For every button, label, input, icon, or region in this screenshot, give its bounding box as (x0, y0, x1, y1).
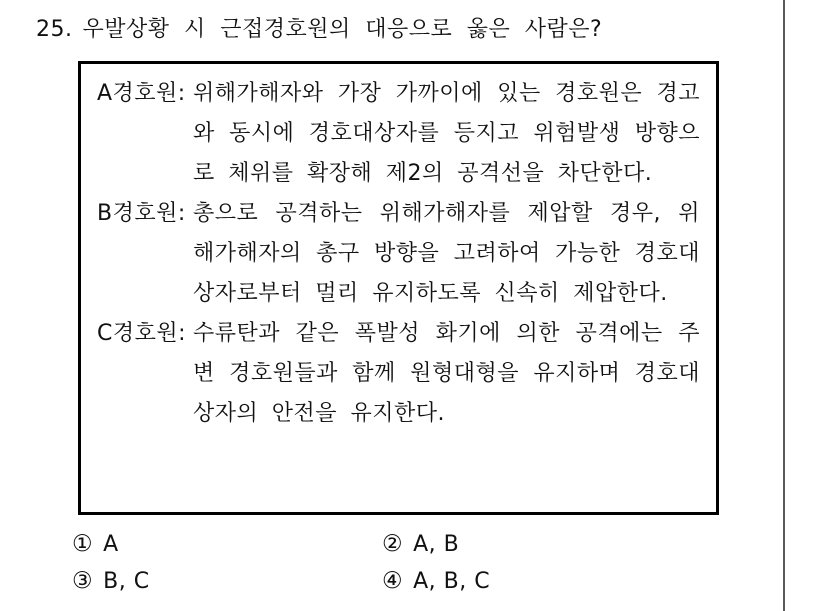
choice-2-marker: ② (382, 531, 404, 557)
choice-1[interactable] (72, 531, 382, 557)
choice-3[interactable] (72, 568, 382, 594)
statement-a-speaker: A경호원: (97, 81, 186, 106)
statement-c (97, 314, 700, 434)
question-number: 25. (36, 17, 73, 42)
choice-3-label: B, C (103, 568, 150, 594)
page-column-divider (783, 0, 785, 611)
statement-b (97, 194, 700, 314)
statement-b-text: 총으로 공격하는 위해가해자를 제압할 경우, 위해가해자의 총구 방향을 고려하여 가능한 경호대상자로부터 멀리 유지하도록 신속히 제압한다. (193, 201, 700, 306)
choice-2[interactable] (382, 531, 722, 557)
question-text: 우발상황 시 근접경호원의 대응으로 옳은 사람은? (82, 17, 603, 42)
answer-choices (72, 531, 722, 594)
statement-b-speaker: B경호원: (97, 201, 186, 226)
choice-3-marker: ③ (72, 568, 94, 594)
statement-c-text: 수류탄과 같은 폭발성 화기에 의한 공격에는 주변 경호원들과 함께 원형대형을 유지하며 경호대상자의 안전을 유지한다. (193, 321, 700, 426)
choice-1-marker: ① (72, 531, 94, 557)
statement-box (78, 61, 719, 515)
question-title (36, 12, 766, 43)
choice-4[interactable] (382, 568, 722, 594)
statement-c-speaker: C경호원: (97, 321, 187, 346)
statement-a-text: 위해가해자와 가장 가까이에 있는 경호원은 경고와 동시에 경호대상자를 등지고 위험발생 방향으로 체위를 확장해 제2의 공격선을 차단한다. (193, 81, 700, 186)
choice-1-label: A (103, 531, 119, 557)
choice-4-label: A, B, C (413, 568, 491, 594)
choice-2-label: A, B (413, 531, 460, 557)
choice-4-marker: ④ (382, 568, 404, 594)
statement-a (97, 74, 700, 194)
